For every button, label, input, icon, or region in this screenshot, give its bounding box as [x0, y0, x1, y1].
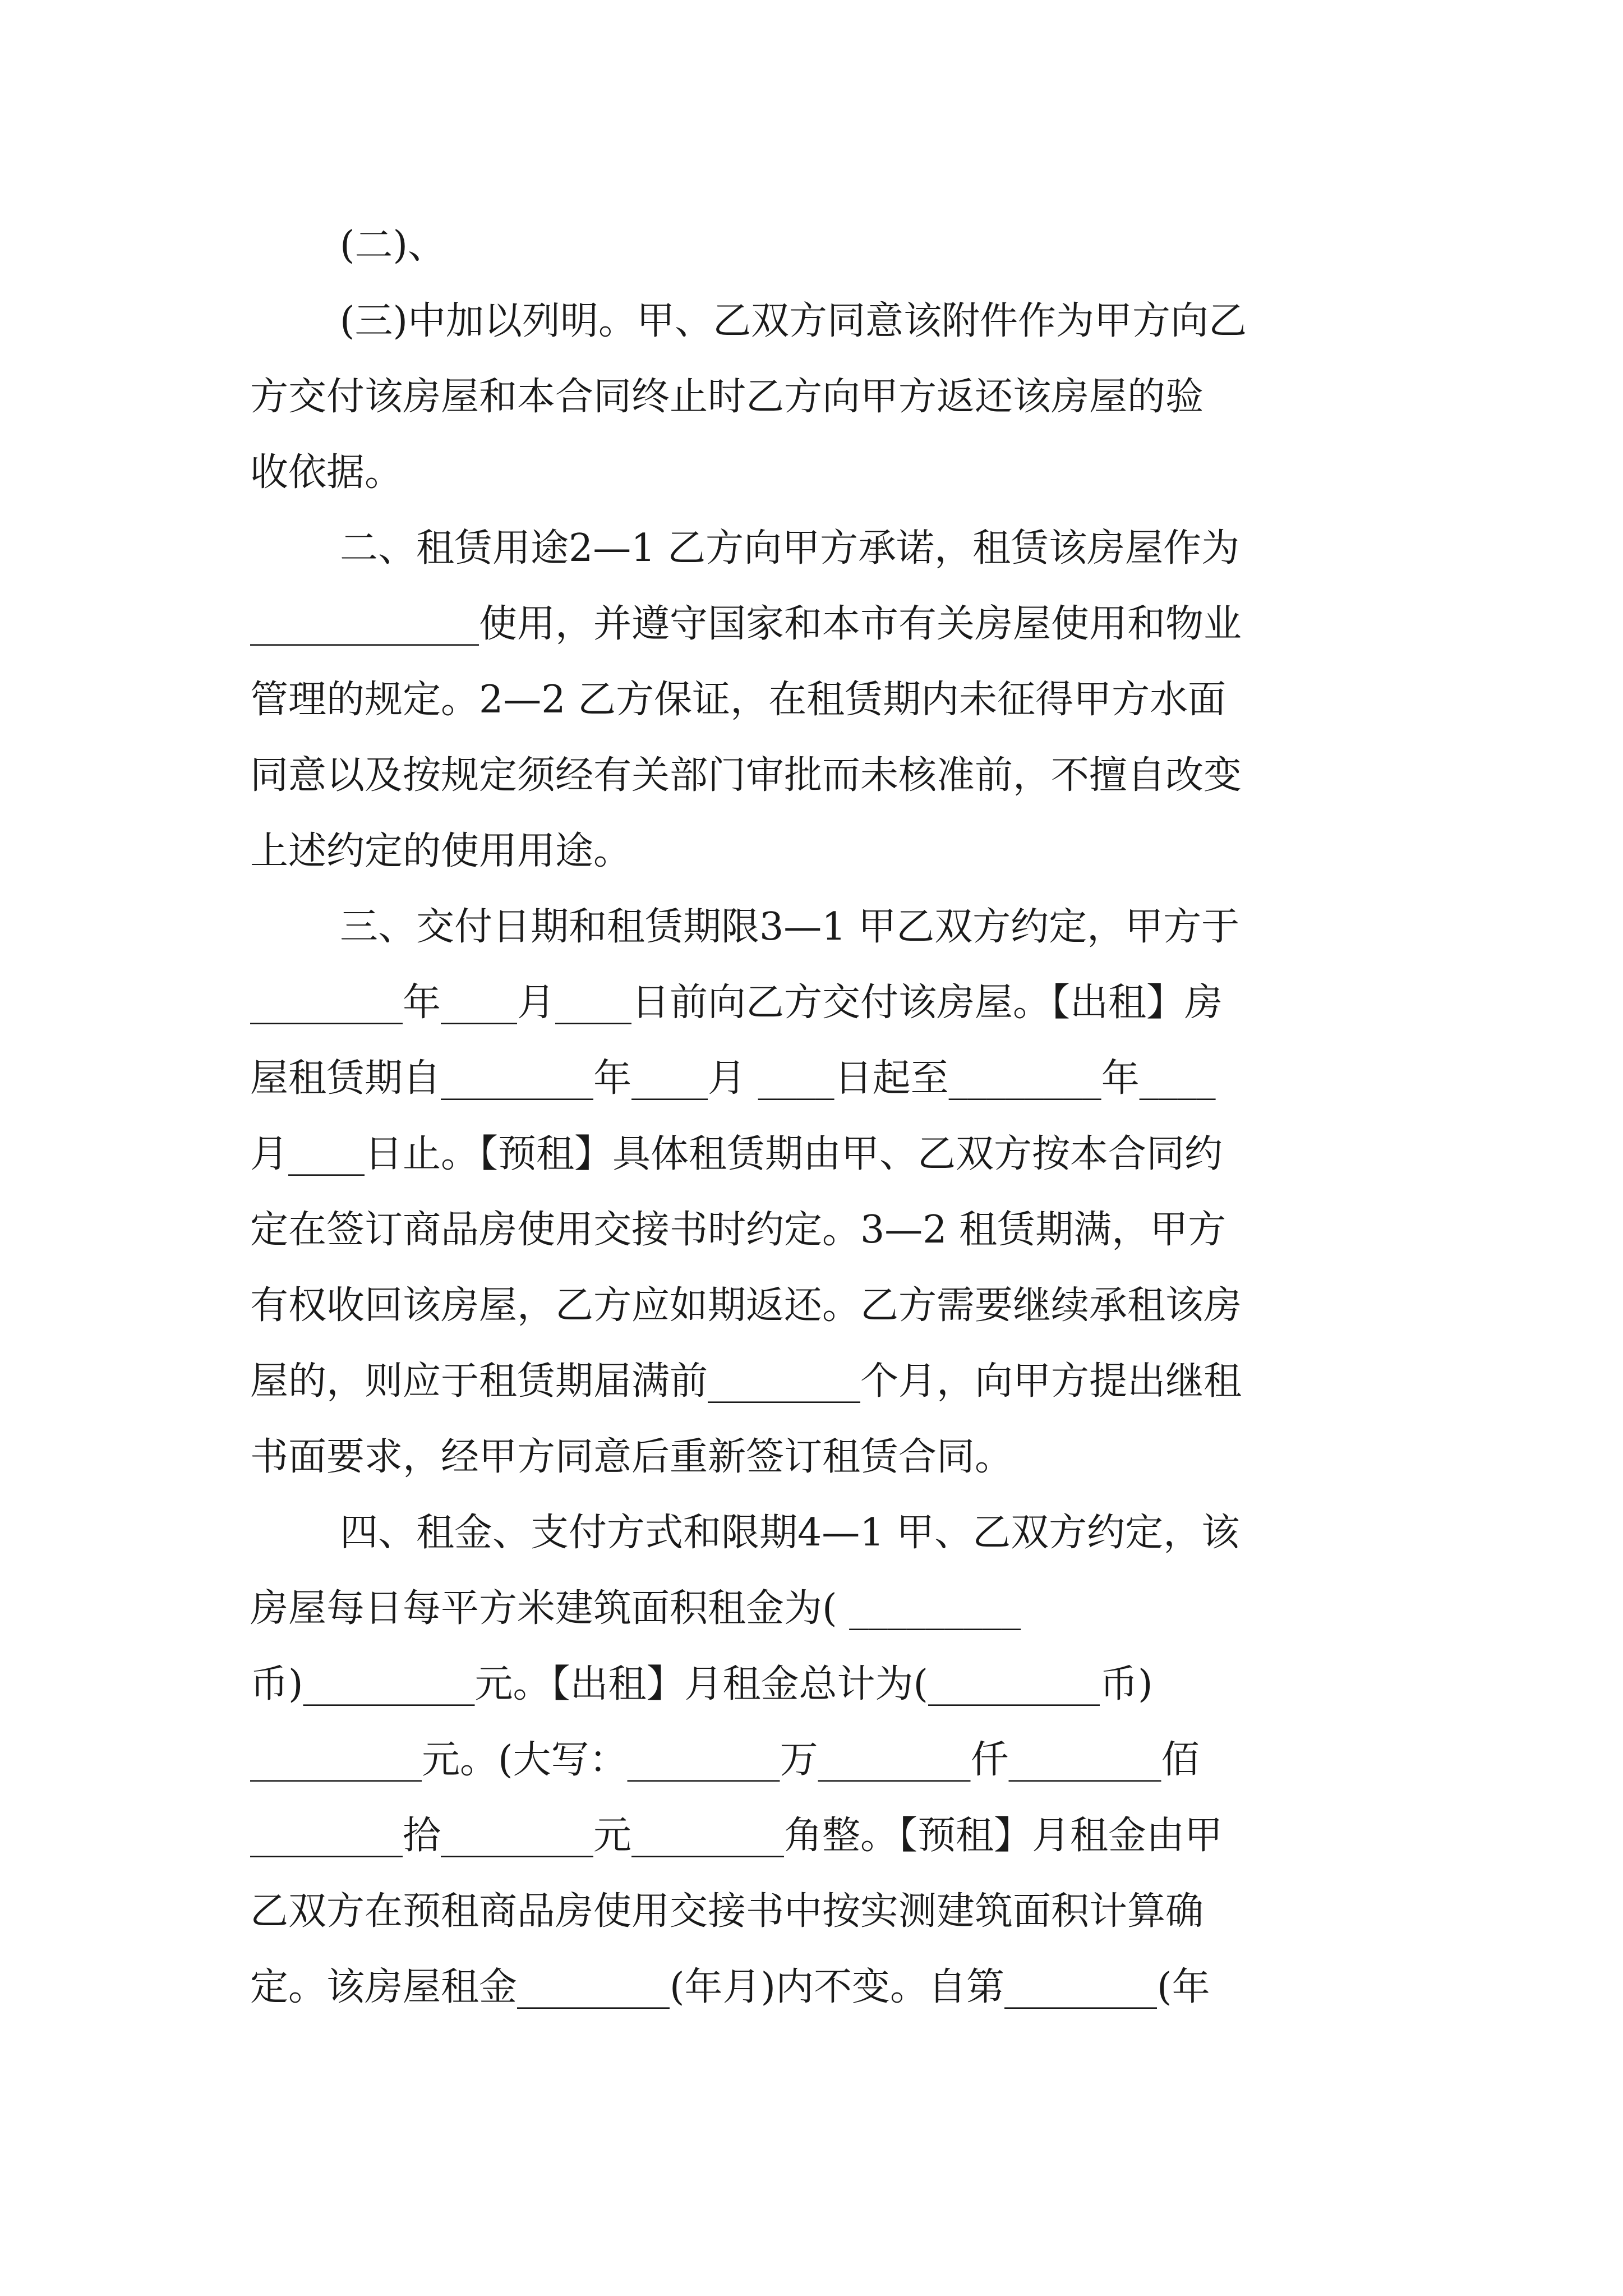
text-line: 方交付该房屋和本合同终止时乙方向甲方返还该房屋的验 — [250, 375, 1204, 419]
text-line: 书面要求，经甲方同意后重新签订租赁合同。 — [250, 1435, 1013, 1479]
text-line: 四、租金、支付方式和限期4—1 甲、乙双方约定，该 — [340, 1511, 1240, 1555]
text-line: 有权收回该房屋，乙方应如期返还。乙方需要继续承租该房 — [250, 1283, 1242, 1328]
text-line: 二、租赁用途2—1 乙方向甲方承诺，租赁该房屋作为 — [340, 526, 1240, 570]
text-line: 同意以及按规定须经有关部门审批而未核准前，不擅自改变 — [250, 753, 1242, 798]
text-line: 币)_________元。【出租】月租金总计为(_________币) — [250, 1662, 1153, 1706]
text-line: 乙双方在预租商品房使用交接书中按实测建筑面积计算确 — [250, 1889, 1204, 1934]
text-line: 屋租赁期自________年____月 ____日起至________年____ — [250, 1056, 1216, 1101]
text-line: 定在签订商品房使用交接书时约定。3—2 租赁期满，甲方 — [250, 1208, 1227, 1252]
text-line: _________元。(大写：________万________仟________佰 — [250, 1738, 1200, 1782]
text-line: 收依据。 — [250, 450, 403, 495]
text-line: ________拾________元________角整。【预租】月租金由甲 — [250, 1814, 1223, 1858]
text-line: 管理的规定。2—2 乙方保证，在租赁期内未征得甲方水面 — [250, 678, 1227, 722]
text-line: ________年____月____日前向乙方交付该房屋。【出租】房 — [250, 981, 1223, 1025]
text-line: 三、交付日期和租赁期限3—1 甲乙双方约定，甲方于 — [340, 905, 1240, 949]
text-line: 屋的，则应于租赁期届满前________个月，向甲方提出继租 — [250, 1359, 1242, 1404]
text-line: (二)、 — [340, 223, 446, 268]
text-line: 房屋每日每平方米建筑面积租金为( _________ — [250, 1586, 1021, 1631]
text-line: (三)中加以列明。甲、乙双方同意该附件作为甲方向乙 — [340, 299, 1247, 343]
text-line: ____________使用，并遵守国家和本市有关房屋使用和物业 — [250, 602, 1242, 646]
text-line: 上述约定的使用用途。 — [250, 829, 632, 873]
text-line: 月____日止。【预租】具体租赁期由甲、乙双方按本合同约 — [250, 1132, 1223, 1176]
document-body — [250, 208, 1389, 2025]
text-line: 定。该房屋租金________(年月)内不变。自第________(年 — [250, 1965, 1210, 2009]
